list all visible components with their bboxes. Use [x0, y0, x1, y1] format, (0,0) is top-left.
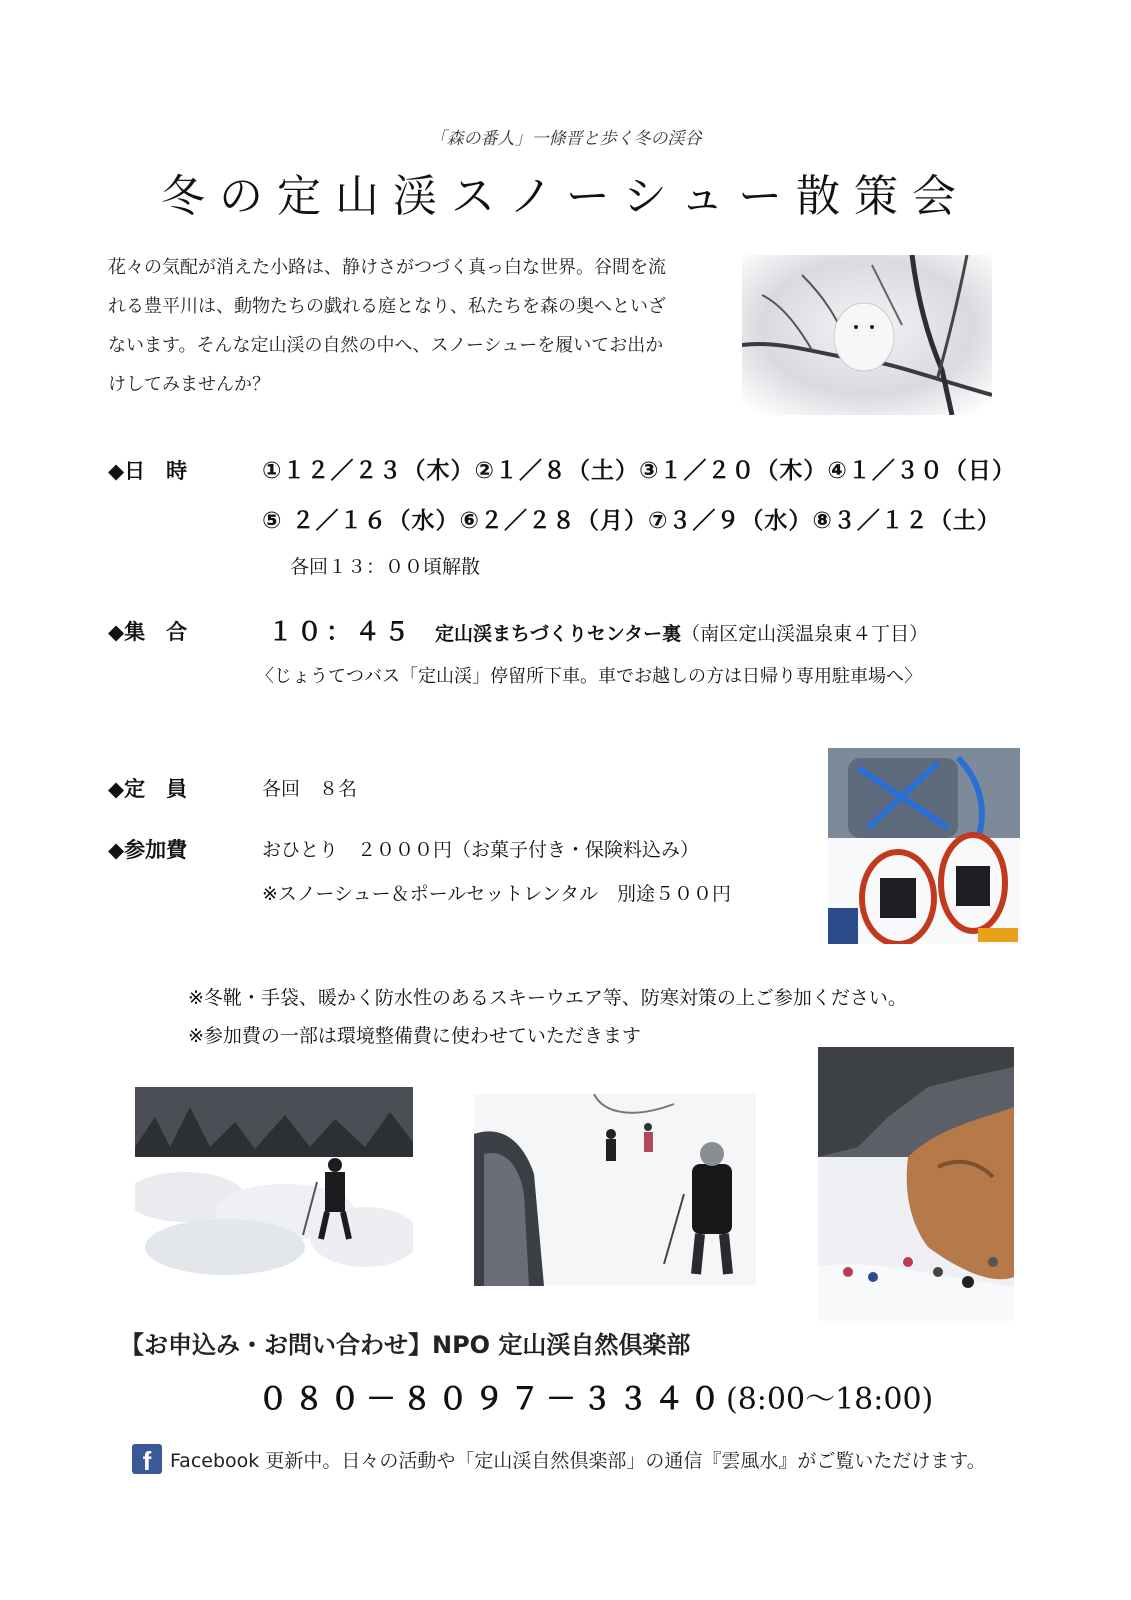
capacity-label: ◆定 員	[108, 777, 188, 801]
snow-field-photo	[135, 1087, 413, 1285]
rock-cliff-photo	[818, 1047, 1014, 1321]
facebook-icon[interactable]: f	[132, 1444, 162, 1474]
meeting-details	[268, 612, 928, 648]
facebook-notice	[132, 1444, 986, 1474]
dismiss-time: 各回１３：００頃解散	[290, 556, 481, 578]
note-fee-usage: ※参加費の一部は環境整備費に使わせていただきます	[188, 1025, 641, 1047]
phone-number[interactable]: ０８０－８０９７－３３４０	[258, 1382, 726, 1417]
fee-label: ◆参加費	[108, 838, 188, 862]
rental-fee: ※スノーシュー＆ポールセットレンタル 別途５００円	[262, 883, 731, 905]
meeting-time: １０：４５	[268, 617, 414, 646]
contact-label: 【お申込み・お問い合わせ】NPO 定山渓自然倶楽部	[120, 1331, 691, 1359]
phone-number-block	[258, 1374, 933, 1418]
page-title: 冬の定山渓スノーシュー散策会	[161, 171, 970, 222]
meeting-place: 定山渓まちづくりセンター裏	[435, 623, 682, 645]
intro-paragraph	[108, 248, 728, 404]
fee-value: おひとり ２０００円（お菓子付き・保険料込み）	[262, 839, 700, 861]
intro-line: けしてみませんか？	[108, 374, 270, 395]
meeting-label: ◆集 合	[108, 620, 188, 644]
meeting-address: （南区定山渓温泉東４丁目）	[681, 623, 929, 645]
note-clothing: ※冬靴・手袋、暖かく防水性のあるスキーウエア等、防寒対策の上ご参加ください。	[188, 987, 907, 1009]
facebook-text: Facebook 更新中。日々の活動や「定山渓自然倶楽部」の通信『雲風水』がご覧いただけます。	[170, 1449, 986, 1472]
intro-line: 花々の気配が消えた小路は、静けさがつづく真っ白な世界。谷間を流	[108, 257, 666, 278]
access-info: 〈じょうてつバス「定山渓」停留所下車。車でお越しの方は日帰り専用駐車場へ〉	[256, 666, 922, 687]
schedule-label: ◆日 時	[108, 459, 188, 483]
schedule-dates-row1: ①１２／２３（木）②１／８（土）③１／２０（木）④１／３０（日）	[262, 458, 1016, 484]
intro-line: れる豊平川は、動物たちの戯れる庭となり、私たちを森の奥へといざ	[108, 296, 666, 317]
phone-hours: (8:00～18:00)	[726, 1382, 934, 1417]
bird-photo	[742, 255, 992, 415]
schedule-dates-row2: ⑤ ２／１６（水）⑥２／２８（月）⑦３／９（水）⑧３／１２（土）	[262, 508, 1001, 534]
intro-line: ないます。そんな定山渓の自然の中へ、スノーシューを履いてお出か	[108, 335, 664, 356]
capacity-value: 各回 ８名	[262, 778, 358, 800]
group-walk-photo	[474, 1094, 756, 1286]
snowshoe-photo	[828, 748, 1020, 944]
subtitle: 「森の番人」一條晋と歩く冬の渓谷	[429, 129, 702, 149]
